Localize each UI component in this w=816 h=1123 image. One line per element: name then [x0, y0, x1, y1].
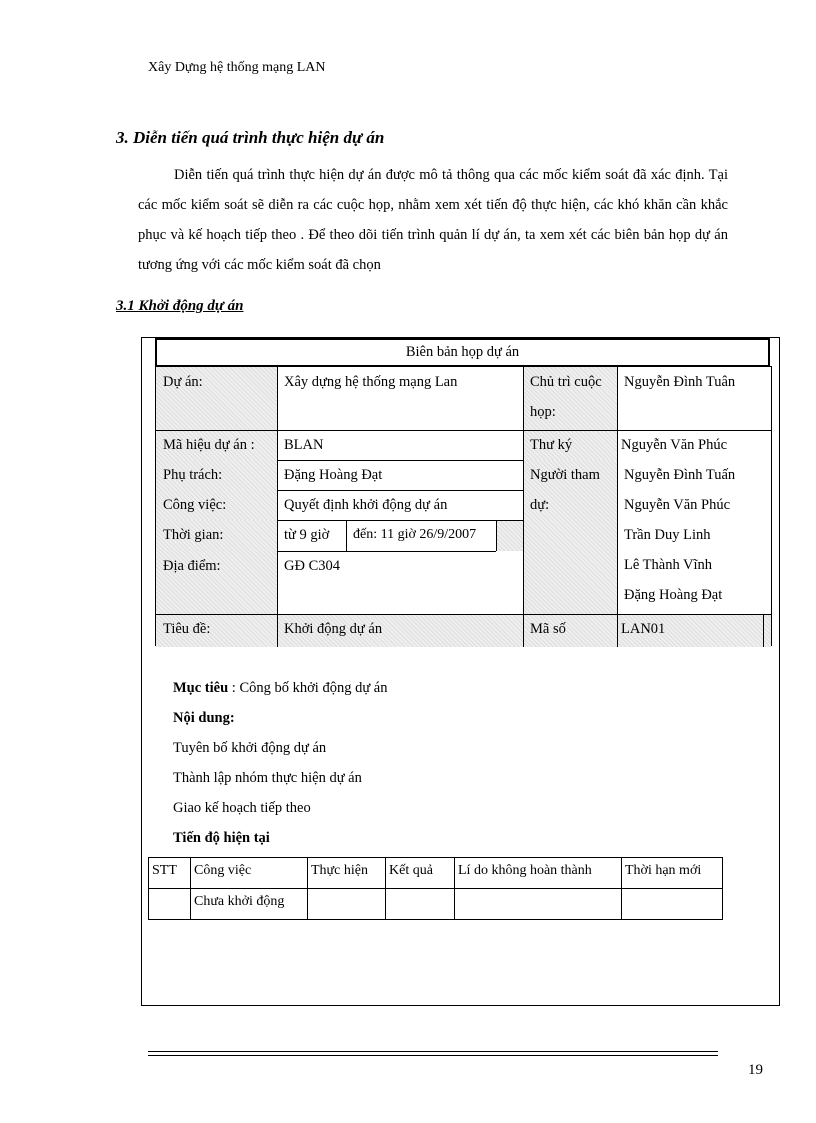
header-cell: STT — [149, 858, 191, 889]
content-item: Tuyên bố khởi động dự án — [173, 740, 327, 756]
objective-label: Mục tiêu — [173, 680, 229, 696]
content-item: Thành lập nhóm thực hiện dự án — [173, 770, 362, 786]
value-time-to: đến: 11 giờ 26/9/2007 — [346, 520, 496, 551]
objective-line — [173, 680, 388, 697]
label-time: Thời gian: — [156, 520, 277, 551]
value-task: Quyết định khởi động dự án — [277, 490, 523, 520]
value-attendees — [617, 460, 771, 614]
content-item: Giao kế hoạch tiếp theo — [173, 800, 311, 816]
table-cell — [622, 889, 723, 920]
value-number: LAN01 — [617, 614, 771, 647]
table-cell — [386, 889, 455, 920]
attendee: Nguyễn Đình Tuấn — [624, 467, 736, 483]
minutes-title: Biên bản họp dự án — [155, 338, 770, 366]
attendee: Nguyễn Văn Phúc — [624, 497, 731, 513]
label-in-charge: Phụ trách: — [156, 460, 277, 490]
header-cell: Lí do không hoàn thành — [455, 858, 622, 889]
header-cell: Kết quả — [386, 858, 455, 889]
label-number: Mã số — [523, 614, 617, 647]
objective-text: : Công bố khởi động dự án — [231, 680, 388, 696]
attendee: Trần Duy Linh — [624, 527, 711, 543]
value-chair: Nguyễn Đình Tuân — [617, 367, 771, 430]
table-cell — [308, 889, 386, 920]
value-secretary: Nguyễn Văn Phúc — [617, 430, 771, 460]
table-cell: Chưa khởi động — [191, 889, 308, 920]
header-cell: Thời hạn mới — [622, 858, 723, 889]
footer-rule — [148, 1051, 718, 1052]
footer-rule — [148, 1055, 718, 1056]
minutes-info-table — [155, 366, 772, 646]
page-number: 19 — [748, 1062, 763, 1078]
label-chair: Chủ trì cuộc họp: — [523, 367, 617, 430]
table-cell — [455, 889, 622, 920]
label-subject: Tiêu đề: — [156, 614, 277, 647]
label-attendees: Người tham dự: — [523, 460, 617, 614]
progress-label: Tiến độ hiện tại — [173, 830, 270, 846]
label-task: Công việc: — [156, 490, 277, 520]
subsection-title: 3.1 Khởi động dự án — [116, 298, 244, 314]
intro-paragraph — [138, 160, 728, 280]
value-project: Xây dựng hệ thống mạng Lan — [277, 367, 523, 430]
attendee: Lê Thành Vĩnh — [624, 557, 713, 573]
label-secretary: Thư ký — [523, 430, 617, 460]
section-title: 3. Diễn tiến quá trình thực hiện dự án — [116, 128, 385, 147]
value-time-from: từ 9 giờ — [277, 520, 346, 551]
running-header: Xây Dựng hệ thống mạng LAN — [148, 60, 326, 75]
value-in-charge: Đặng Hoàng Đạt — [277, 460, 523, 490]
content-label: Nội dung: — [173, 710, 235, 726]
label-project: Dự án: — [156, 367, 277, 430]
value-code: BLAN — [277, 430, 523, 460]
table-header-row — [149, 858, 723, 889]
table-cell — [149, 889, 191, 920]
header-cell: Công việc — [191, 858, 308, 889]
value-location: GĐ C304 — [277, 551, 523, 614]
table-row — [149, 889, 723, 920]
progress-table — [148, 857, 723, 920]
attendee: Đặng Hoàng Đạt — [624, 587, 723, 603]
label-code: Mã hiệu dự án : — [156, 430, 277, 460]
header-cell: Thực hiện — [308, 858, 386, 889]
label-location: Địa điểm: — [156, 551, 277, 614]
paragraph-text: Diễn tiến quá trình thực hiện dự án được mô tả thông qua các mốc kiểm soát đã xác định. Tại các mốc kiểm soát sẽ diễn ra các cuộc họp, nhằm xem xét tiến độ thực hiện, các khó khăn cần khắc phục và kế hoạch tiếp theo . Để theo dõi tiến trình quản lí dự án, ta xem xét các biên bản họp dự án tương ứng với các mốc kiểm soát đã chọn — [138, 167, 728, 273]
time-spacer — [496, 520, 523, 551]
value-subject: Khởi động dự án — [277, 614, 523, 647]
